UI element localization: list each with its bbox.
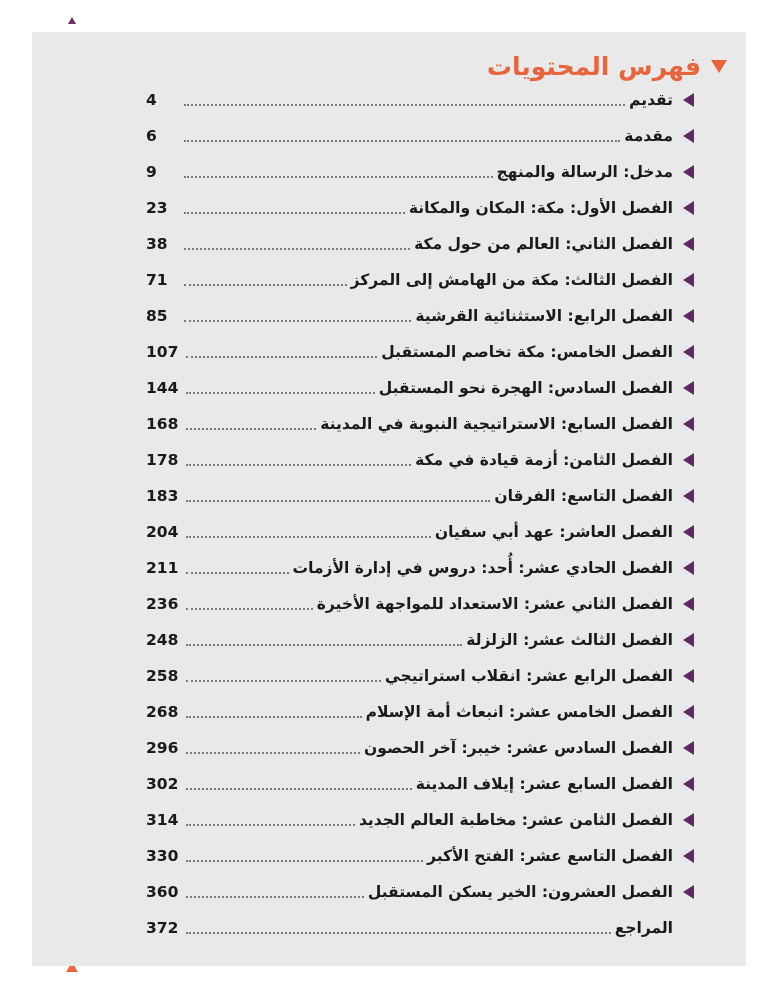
triangle-left-icon <box>683 201 694 215</box>
dotted-leader <box>186 354 377 358</box>
toc-entry-title: الفصل الثاني: العالم من حول مكة <box>414 235 673 253</box>
toc-entry[interactable] <box>146 805 694 835</box>
toc-entry-page-number: 236 <box>146 595 179 613</box>
toc-entry[interactable] <box>146 661 694 691</box>
dotted-leader <box>186 462 411 466</box>
toc-entry-title: الفصل الرابع: الاستثنائية القرشية <box>415 307 673 325</box>
toc-entry-title: الفصل السابع: الاستراتيجية النبوية في المدينة <box>320 415 673 433</box>
toc-entry[interactable] <box>146 589 694 619</box>
toc-entry-title: الفصل السابع عشر: إيلاف المدينة <box>415 775 673 793</box>
toc-entry[interactable] <box>146 229 694 259</box>
triangle-left-icon <box>683 813 694 827</box>
triangle-left-icon <box>683 633 694 647</box>
triangle-left-icon <box>683 93 694 107</box>
dotted-leader <box>184 102 625 106</box>
dotted-leader <box>184 282 347 286</box>
dotted-leader <box>186 498 490 502</box>
toc-entry-page-number: 248 <box>146 631 179 649</box>
triangle-left-icon <box>683 345 694 359</box>
toc-entry-title: الفصل الحادي عشر: أُحد: دروس في إدارة الأزمات <box>292 559 673 577</box>
toc-entry[interactable] <box>146 841 694 871</box>
triangle-down-icon <box>711 60 727 73</box>
toc-entry-page-number: 372 <box>146 919 179 937</box>
triangle-left-icon <box>683 561 694 575</box>
toc-entry[interactable] <box>146 157 694 187</box>
dotted-leader <box>184 138 620 142</box>
toc-entry-page-number: 204 <box>146 523 179 541</box>
dotted-leader <box>184 246 410 250</box>
toc-entry-title: الفصل الثامن: أزمة قيادة في مكة <box>415 451 673 469</box>
triangle-left-icon <box>683 237 694 251</box>
toc-entry-page-number: 168 <box>146 415 179 433</box>
triangle-left-icon <box>683 129 694 143</box>
toc-entry-title: المراجع <box>614 919 673 937</box>
toc-entry[interactable] <box>146 193 694 223</box>
triangle-left-icon <box>683 525 694 539</box>
dotted-leader <box>186 642 462 646</box>
toc-entry-page-number: 258 <box>146 667 179 685</box>
toc-entry-title: الفصل الأول: مكة: المكان والمكانة <box>408 199 673 217</box>
toc-entry[interactable] <box>146 481 694 511</box>
dotted-leader <box>186 750 360 754</box>
toc-entry-title: الفصل الثامن عشر: مخاطبة العالم الجديد <box>358 811 673 829</box>
toc-entry-title: الفصل التاسع: الفرقان <box>494 487 673 505</box>
toc-entry-page-number: 330 <box>146 847 179 865</box>
toc-entry-page-number: 107 <box>146 343 179 361</box>
triangle-left-icon <box>683 417 694 431</box>
dotted-leader <box>186 426 316 430</box>
toc-entry-page-number: 9 <box>146 163 157 181</box>
toc-entry-title: الفصل الثالث: مكة من الهامش إلى المركز <box>350 271 673 289</box>
toc-entry[interactable] <box>146 697 694 727</box>
triangle-left-icon <box>683 381 694 395</box>
toc-entry[interactable] <box>146 301 694 331</box>
triangle-left-icon <box>683 309 694 323</box>
toc-entry-page-number: 183 <box>146 487 179 505</box>
toc-entry[interactable] <box>146 877 694 907</box>
triangle-left-icon <box>683 597 694 611</box>
triangle-left-icon <box>683 705 694 719</box>
toc-entry-page-number: 85 <box>146 307 168 325</box>
dotted-leader <box>184 210 405 214</box>
page-title: فهرس المحتويات <box>486 52 701 81</box>
dotted-leader <box>184 174 493 178</box>
dotted-leader <box>186 714 361 718</box>
toc-entry[interactable] <box>146 409 694 439</box>
toc-entry-title: الفصل العشرون: الخير يسكن المستقبل <box>367 883 673 901</box>
toc-entry-page-number: 296 <box>146 739 179 757</box>
dotted-leader <box>186 786 411 790</box>
toc-entry[interactable] <box>146 517 694 547</box>
toc-entry-title: الفصل العاشر: عهد أبي سفيان <box>434 523 673 541</box>
toc-entry-title: الفصل الرابع عشر: انقلاب استراتيجي <box>384 667 673 685</box>
toc-entry-title: الفصل الخامس: مكة تخاصم المستقبل <box>381 343 673 361</box>
toc-entry-page-number: 71 <box>146 271 168 289</box>
dotted-leader <box>186 606 312 610</box>
triangle-left-icon <box>683 741 694 755</box>
triangle-left-icon <box>683 489 694 503</box>
toc-entry-title: الفصل التاسع عشر: الفتح الأكبر <box>427 847 673 865</box>
toc-entry-page-number: 268 <box>146 703 179 721</box>
triangle-left-icon <box>683 849 694 863</box>
dotted-leader <box>186 930 610 934</box>
triangle-left-icon <box>683 273 694 287</box>
toc-entry-page-number: 6 <box>146 127 157 145</box>
toc-entry-title: الفصل الثالث عشر: الزلزلة <box>466 631 673 649</box>
toc-entry[interactable] <box>146 373 694 403</box>
dotted-leader <box>186 822 355 826</box>
triangle-left-icon <box>683 165 694 179</box>
page-header <box>487 52 727 81</box>
decorative-triangle-top <box>68 17 76 24</box>
toc-entry-page-number: 144 <box>146 379 179 397</box>
toc-entry[interactable] <box>146 769 694 799</box>
dotted-leader <box>184 318 411 322</box>
toc-entry-page-number: 4 <box>146 91 157 109</box>
toc-entry-title: الفصل الثاني عشر: الاستعداد للمواجهة الأخيرة <box>316 595 673 613</box>
dotted-leader <box>186 678 380 682</box>
dotted-leader <box>186 858 423 862</box>
toc-entry[interactable] <box>146 445 694 475</box>
toc-entry[interactable] <box>146 337 694 367</box>
toc-entry[interactable] <box>146 85 694 115</box>
triangle-left-icon <box>683 777 694 791</box>
dotted-leader <box>186 534 431 538</box>
toc-entry[interactable] <box>146 265 694 295</box>
toc-entry-title: الفصل السادس: الهجرة نحو المستقبل <box>378 379 673 397</box>
triangle-left-icon <box>683 885 694 899</box>
toc-entry-title: مقدمة <box>624 127 673 145</box>
triangle-left-icon <box>683 453 694 467</box>
toc-entry-page-number: 23 <box>146 199 168 217</box>
toc-entry-page-number: 211 <box>146 559 179 577</box>
toc-entry-title: الفصل الخامس عشر: انبعاث أمة الإسلام <box>365 703 673 721</box>
toc-entry-page-number: 360 <box>146 883 179 901</box>
dotted-leader <box>186 390 374 394</box>
toc-entry[interactable] <box>146 733 694 763</box>
toc-entry-title: تقديم <box>629 91 673 109</box>
toc-entry-page-number: 38 <box>146 235 168 253</box>
toc-entry[interactable] <box>146 625 694 655</box>
toc-entry[interactable] <box>146 913 694 943</box>
toc-entry-page-number: 302 <box>146 775 179 793</box>
toc-entry[interactable] <box>146 121 694 151</box>
triangle-left-icon <box>683 669 694 683</box>
dotted-leader <box>186 894 364 898</box>
toc-entry-title: الفصل السادس عشر: خيبر: آخر الحصون <box>364 739 673 757</box>
toc-entry-page-number: 314 <box>146 811 179 829</box>
dotted-leader <box>186 570 288 574</box>
toc-entry-title: مدخل: الرسالة والمنهج <box>496 163 673 181</box>
toc-entry-page-number: 178 <box>146 451 179 469</box>
toc-entry[interactable] <box>146 553 694 583</box>
